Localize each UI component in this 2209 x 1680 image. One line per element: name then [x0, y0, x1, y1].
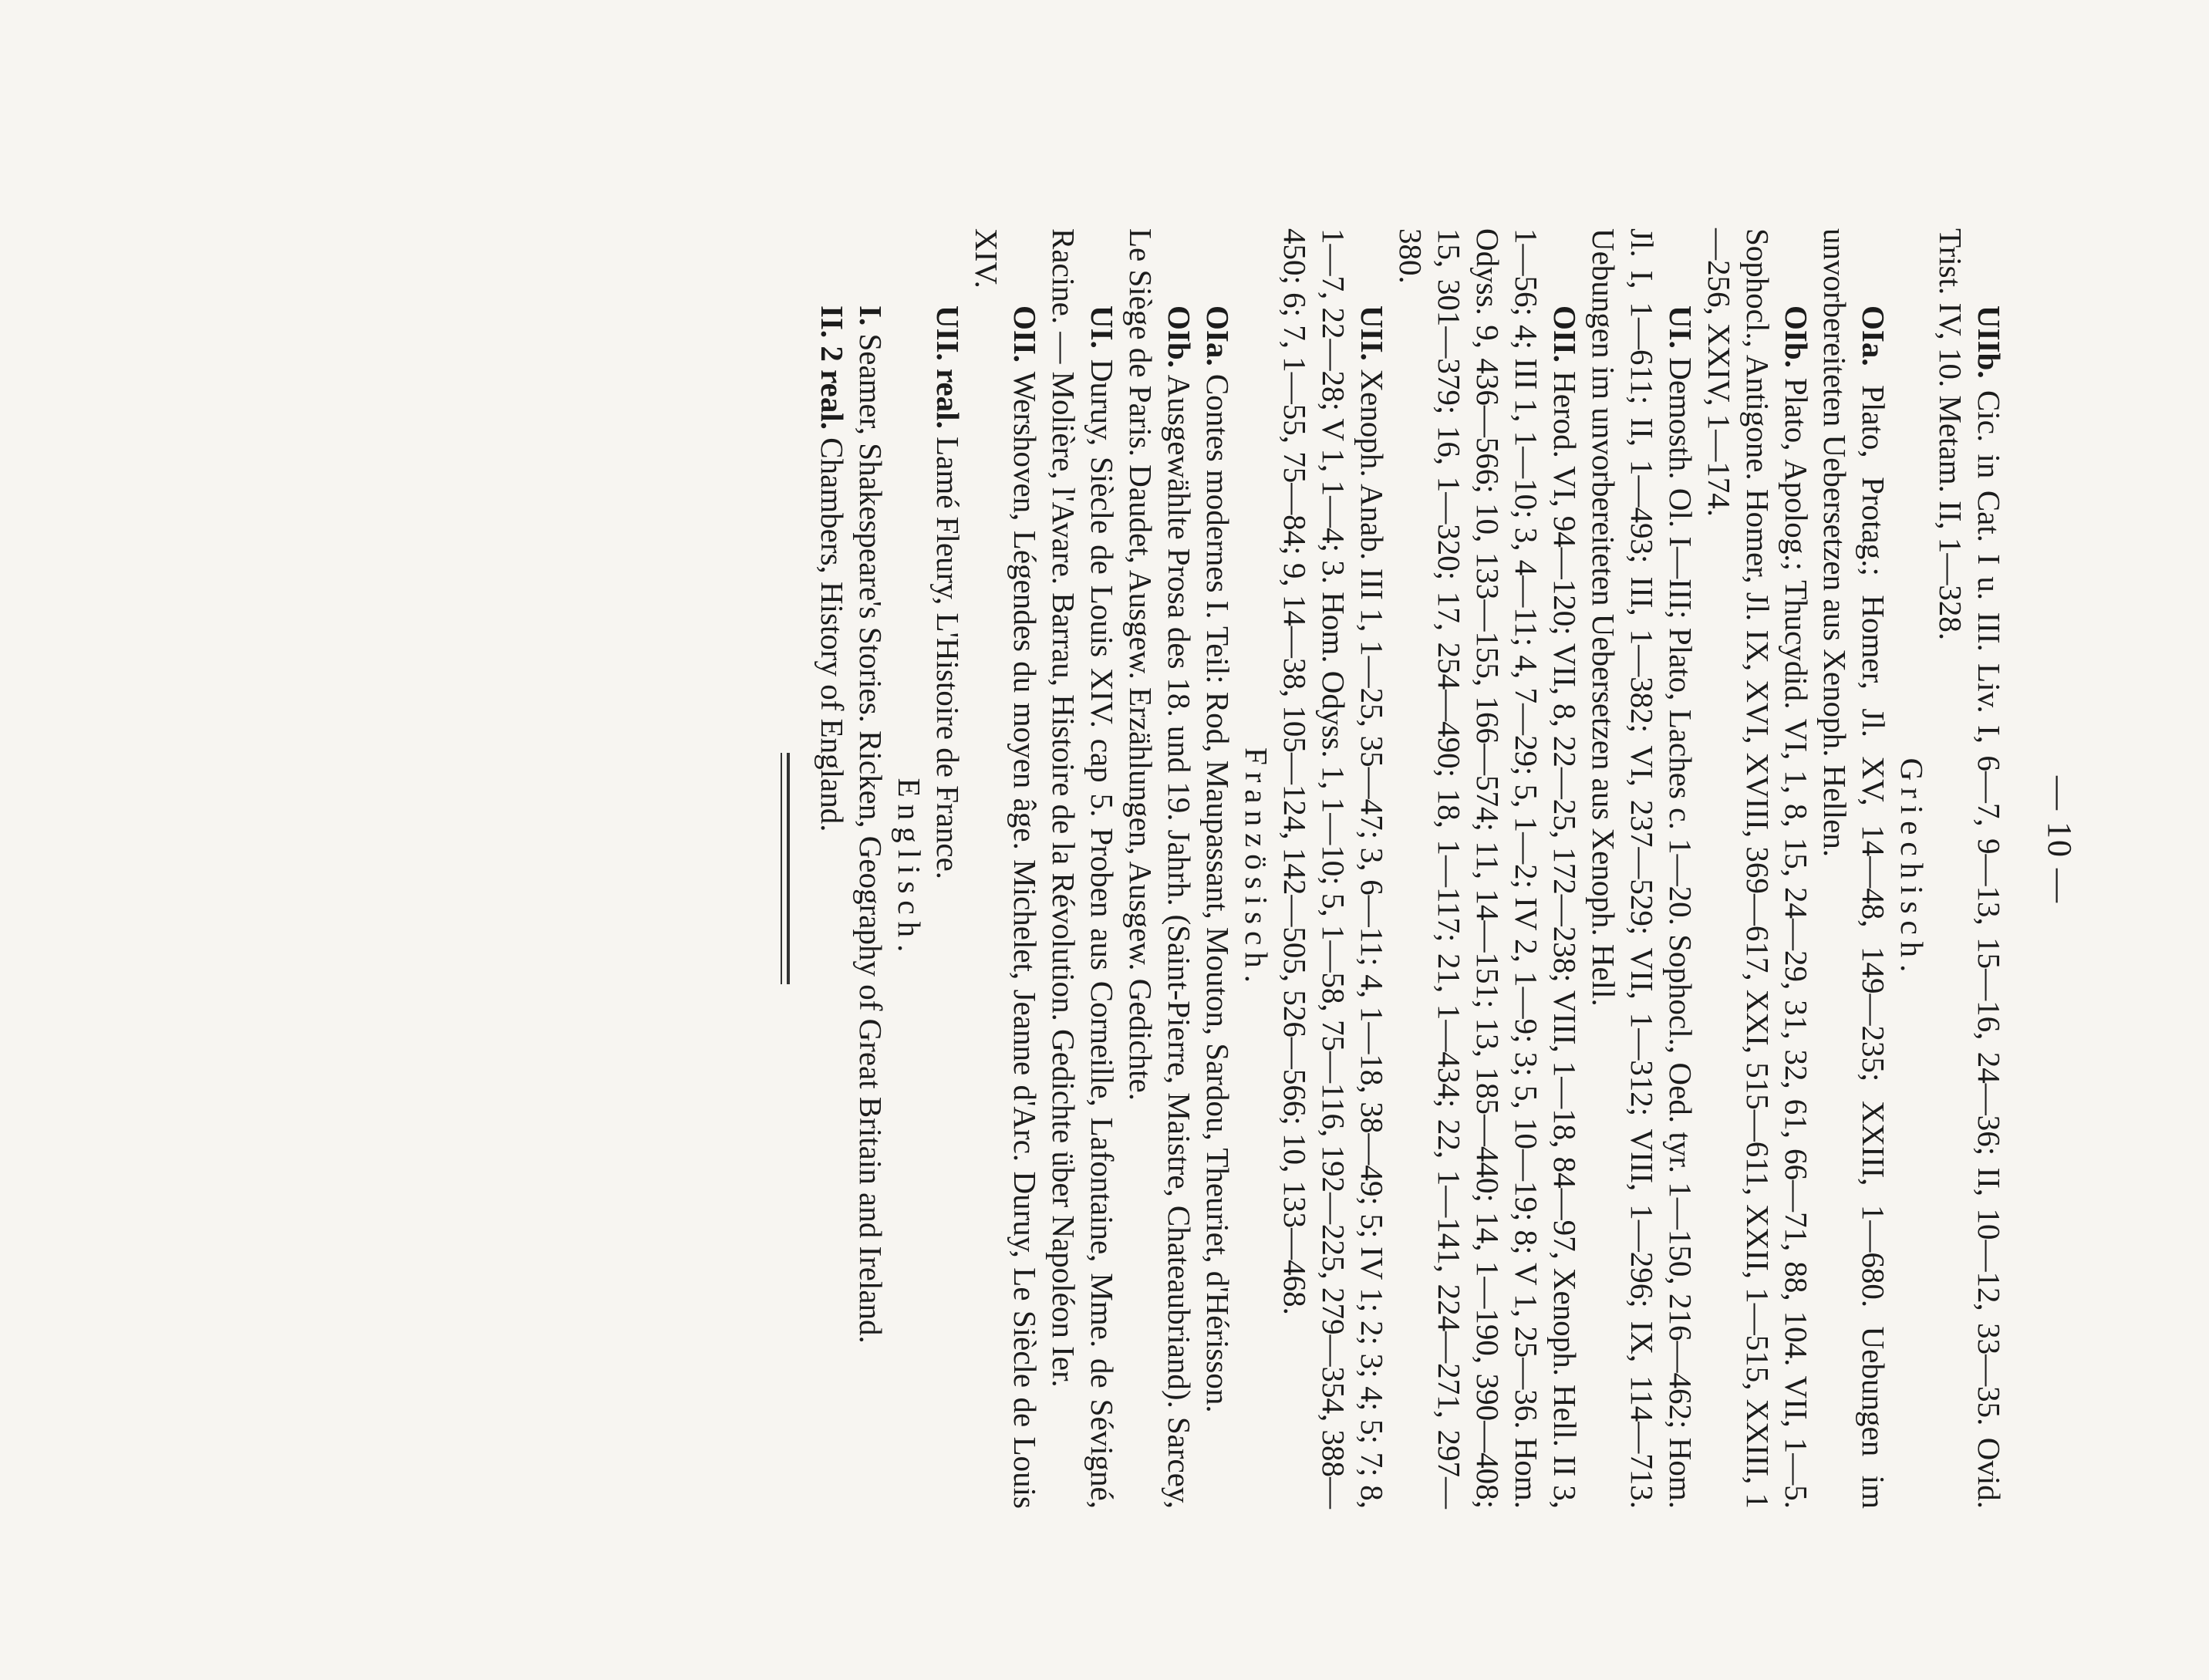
- paragraph: [852, 228, 890, 1509]
- section-heading: Griechisch.: [1894, 757, 1930, 980]
- paragraph-text: Demosth. Ol. I—III; Plato, Laches c. 1—20. Sophocl., Oed. tyr. 1—150, 216—462; Hom. Jl. I, 1—611; II, 1—493; III, 1—382; VI, 237—529; VII, 1—312; VIII, 1—296; IX, 114—713. Uebungen im unvorbereiteten Uebersetzen aus Xenoph. Hell.: [1586, 228, 1698, 1510]
- class-label: II. 2 real.: [814, 305, 850, 430]
- paragraph-text: Cic. in Cat. I u. III. Liv. I, 6—7, 9—13, 15—16, 24—36; II, 10—12, 33—35. Ovid. Trist. IV, 10. Metam. II, 1—328.: [1933, 228, 2007, 1510]
- class-label: UII.: [1354, 305, 1390, 361]
- section-heading: Französisch.: [1239, 747, 1274, 990]
- class-label: UI.: [1084, 305, 1120, 349]
- paragraph: [1700, 228, 1816, 1509]
- document-body: [781, 228, 2008, 1509]
- paragraph-text: Chambers, History of England.: [814, 437, 850, 832]
- paragraph: [929, 228, 967, 1509]
- paragraph-text: Herod. VI, 94—120; VII, 8, 22—25, 172—238; VIII, 1—18, 84—97, Xenoph. Hell. II 3, 1—56; 4; III 1, 1—10; 3, 4—11; 4, 7—29; 5, 1—2; IV 2, 1—9; 3; 5, 10—19; 8; V 1, 25—36. Hom. Odyss. 9, 436—566; 10, 133—155, 166—574; 11, 14—151; 13, 185—440; 14, 1—190, 390—408; 15, 301—379; 16, 1—320; 17, 254—490; 18, 1—117; 21, 1—434; 22, 1—141, 224—271, 297—380.: [1393, 228, 1583, 1510]
- paragraph-text: Lamé Fleury, L'Histoire de France.: [930, 437, 966, 880]
- class-label: OII.: [1007, 305, 1043, 363]
- paragraph-text: Wershoven, Légendes du moyen âge. Michelet, Jeanne d'Arc. Duruy, Le Siècle de Louis XIV.: [969, 228, 1043, 1509]
- paragraph: [1276, 228, 1391, 1509]
- paragraph-text: Plato, Apolog.; Thucydid. VI, 1, 8, 15, 24—29, 31, 32, 61, 66—71, 88, 104. VII, 1—5. Sophocl., Antigone. Homer, Jl. IX, XVI, XVIII, 369—617, XXI, 515—611, XXII, 1—515, XXIII, 1—256, XXIV, 1—174.: [1701, 228, 1814, 1510]
- paragraph-text: Duruy, Siècle de Louis XIV. cap 5. Proben aus Corneille, Lafontaine, Mme. de Sévigné, Racine. — Molière, l'Avare. Barrau, Histoire de la Révolution. Gedichte über Napoléon Ier.: [1046, 228, 1120, 1509]
- paragraph: [1584, 228, 1700, 1509]
- class-label: OIb.: [1162, 305, 1197, 368]
- paragraph-text: Xenoph. Anab. III 1, 1—25, 35—47; 3, 6—11; 4, 1—18, 38—49; 5; IV 1; 2; 3; 4; 5; 7; 8, 1—7, 22—28; V 1, 1—4; 3. Hom. Odyss. 1, 1—10; 5, 1—58, 75—116, 192—225, 279—354, 388—450; 6; 7, 1—55, 75—84; 9, 14—38, 105—124, 142—505, 526—566; 10, 133—468.: [1277, 228, 1390, 1509]
- page-number: — 10 —: [2041, 776, 2079, 904]
- class-label: UII. real.: [930, 305, 966, 429]
- closing-double-rule: [781, 753, 790, 984]
- class-label: OIa.: [1856, 305, 1891, 366]
- paragraph: [1816, 228, 1893, 1509]
- paragraph: [1931, 228, 2008, 1509]
- class-label: OII.: [1547, 305, 1583, 363]
- paragraph: [967, 228, 1044, 1509]
- paragraph-text: Plato, Protag.; Homer, Jl. XV, 14—48, 149—235; XXIII, 1—680. Uebungen im unvorbereiteten Uebersetzen aus Xenoph. Hellen.: [1817, 228, 1891, 1510]
- section-heading: Englisch.: [892, 778, 927, 960]
- paragraph: [1199, 228, 1237, 1509]
- class-label: UIIb.: [1971, 305, 2007, 379]
- paragraph: [1044, 228, 1121, 1509]
- paragraph: [1121, 228, 1199, 1509]
- class-label: OIa.: [1200, 305, 1236, 366]
- class-label: OIb.: [1779, 305, 1814, 368]
- paragraph-text: Contes modernes I. Teil: Rod, Maupassant, Mouton, Sardou, Theuriet, d'Hérisson.: [1200, 373, 1236, 1413]
- class-label: UI.: [1663, 305, 1698, 349]
- paragraph: [1391, 228, 1584, 1509]
- paragraph: [813, 228, 852, 1509]
- paragraph-text: Ausgewählte Prosa des 18. und 19. Jahrh. (Saint-Pierre, Maistre, Chateaubriand). Sarcey, Le Siège de Paris. Daudet, Ausgew. Erzählungen, Ausgew. Gedichte.: [1123, 228, 1197, 1509]
- paragraph-text: Seamer, Shakespeare's Stories. Ricken, Geography of Great Britain and Ireland.: [853, 333, 889, 1344]
- class-label: I.: [853, 305, 889, 326]
